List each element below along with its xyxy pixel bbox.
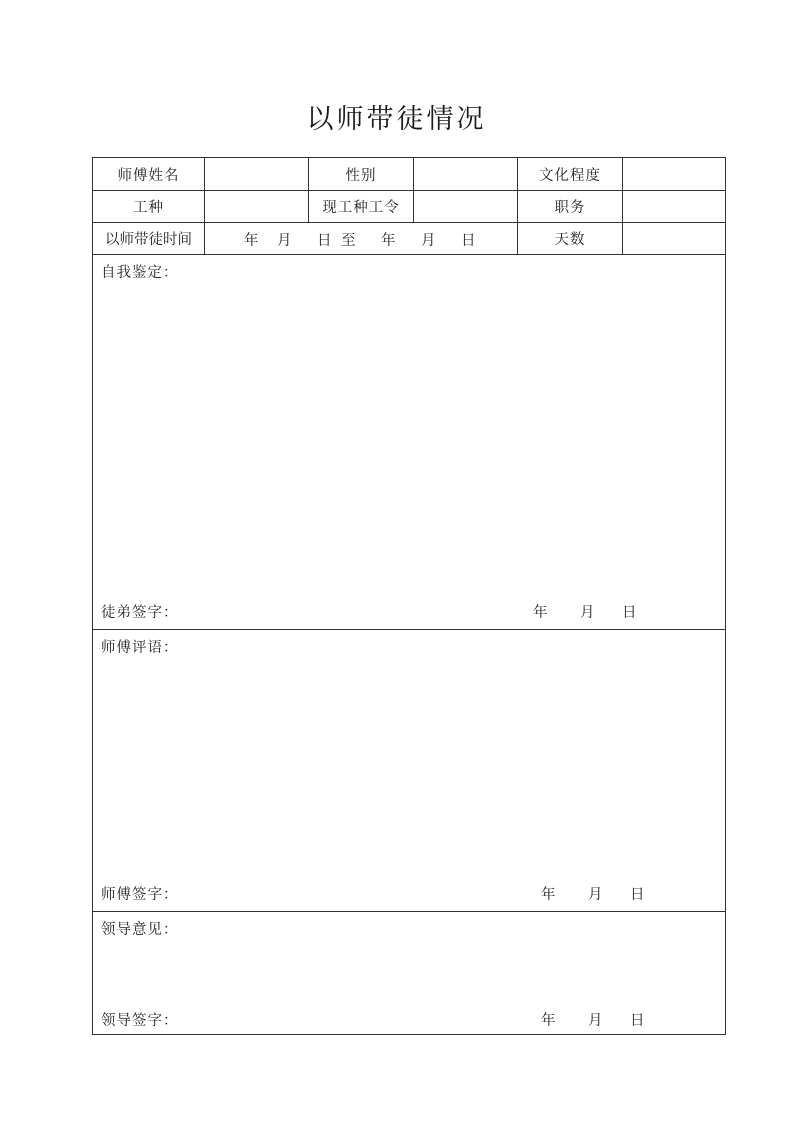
seniority-field[interactable]	[414, 190, 518, 222]
date-year: 年	[541, 1013, 556, 1029]
period-to: 至	[341, 233, 357, 249]
self-assessment-section[interactable]	[93, 254, 725, 630]
days-field[interactable]	[623, 222, 725, 254]
date-month: 月	[588, 887, 603, 903]
self-assessment-label: 自我鉴定：	[101, 265, 179, 281]
gender-field[interactable]	[414, 158, 518, 190]
trade-label: 工种	[93, 190, 205, 222]
period-field[interactable]	[205, 222, 518, 254]
education-label: 文化程度	[518, 158, 623, 190]
date-year: 年	[541, 887, 556, 903]
period-day-1: 日	[317, 233, 333, 249]
leader-opinion-label: 领导意见：	[101, 922, 179, 938]
position-label: 职务	[518, 190, 623, 222]
position-field[interactable]	[623, 190, 725, 222]
date-month: 月	[588, 1013, 603, 1029]
row-master-info	[93, 158, 725, 191]
date-day: 日	[630, 887, 645, 903]
leader-opinion-section[interactable]	[93, 911, 725, 1034]
master-signature-label: 师傅签字：	[101, 887, 179, 903]
trade-field[interactable]	[205, 190, 309, 222]
leader-signature-label: 领导签字：	[101, 1013, 179, 1029]
date-day: 日	[622, 605, 637, 621]
page-title: 以师带徒情况	[306, 104, 487, 135]
date-month: 月	[580, 605, 595, 621]
master-comment-label: 师傅评语：	[101, 640, 179, 656]
master-signature-date	[541, 883, 661, 903]
period-year-2: 年	[381, 233, 397, 249]
apprentice-signature-label: 徒弟签字：	[101, 605, 179, 621]
apprentice-signature-date	[533, 601, 653, 621]
row-trade-info	[93, 190, 725, 223]
seniority-label: 现工种工令	[309, 190, 414, 222]
education-field[interactable]	[623, 158, 725, 190]
gender-label: 性别	[309, 158, 414, 190]
period-month-1: 月	[277, 233, 293, 249]
master-comment-section[interactable]	[93, 629, 725, 912]
leader-signature-date	[541, 1009, 661, 1029]
date-year: 年	[533, 605, 548, 621]
period-year-1: 年	[244, 233, 260, 249]
days-label: 天数	[518, 222, 623, 254]
period-label: 以师带徒时间	[93, 222, 205, 254]
date-day: 日	[630, 1013, 645, 1029]
master-name-label: 师傅姓名	[93, 158, 205, 190]
period-month-2: 月	[421, 233, 437, 249]
row-period-info	[93, 222, 725, 255]
master-name-field[interactable]	[205, 158, 309, 190]
period-day-2: 日	[461, 233, 477, 249]
apprenticeship-form	[92, 157, 726, 1035]
